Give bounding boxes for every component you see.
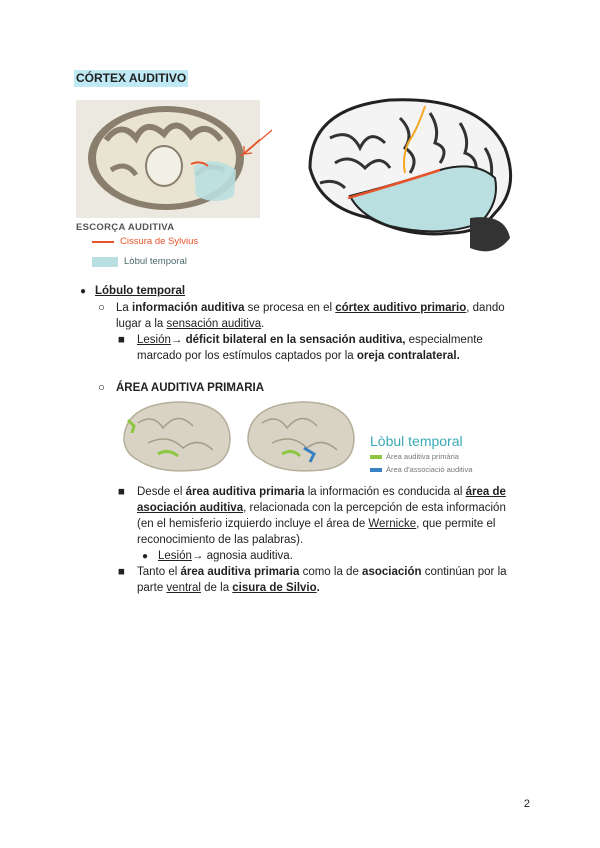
sub-heading: ÁREA AUDITIVA PRIMARIA (116, 382, 265, 394)
bullet-disc: ● (80, 286, 87, 297)
bullet-circle: ○ (98, 382, 105, 394)
legend-label: Lòbul temporal (124, 256, 187, 267)
paragraph-lesion-deficit: Lesión→ déficit bilateral en la sensación auditiva, especialmente marcado por los estímulos captados por la oreja contralateral. (137, 334, 483, 362)
coronal-brain-image (76, 100, 260, 218)
legend-swatch (370, 468, 382, 472)
paragraph-auditory-info: La información auditiva se procesa en el córtex auditivo primario, dando lugar a la sensación auditiva. (116, 302, 505, 330)
legend-label: Cissura de Sylvius (120, 236, 199, 247)
bullet-disc: ● (142, 551, 149, 562)
page-number: 2 (523, 798, 530, 810)
legend-label: Àrea auditiva primària (386, 452, 459, 461)
pointer-arrow-icon (240, 128, 276, 160)
legend-association (370, 465, 472, 474)
paragraph-ventral: Tanto el área auditiva primaria como la de asociación continúan por la parte ventral de la cisura de Silvio. (137, 566, 507, 594)
bullet-square: ■ (118, 566, 125, 578)
legend-sylvius (92, 236, 198, 247)
page-title: CÓRTEX AUDITIVO (76, 71, 187, 85)
section-heading: Lóbulo temporal (95, 285, 186, 297)
figure2-title: Lòbul temporal (370, 433, 463, 449)
lateral-brain-image (290, 88, 530, 268)
legend-primary (370, 452, 459, 461)
legend-temporal (92, 256, 187, 267)
legend-swatch (370, 455, 382, 459)
paragraph-primary-area: Desde el área auditiva primaria la información es conducida al área de asociación auditiva, relacionada con la percepción de esta información (en el hemisferio izquierdo incluye el área de Wernicke, que permite el reconocimiento de las palabras). (137, 486, 506, 546)
legend-label: Àrea d'associació auditiva (386, 465, 473, 474)
bullet-square: ■ (118, 334, 125, 346)
legend-line-swatch (92, 241, 114, 243)
paragraph-lesion-agnosia: Lesión→ agnosia auditiva. (158, 550, 293, 562)
bullet-square: ■ (118, 486, 125, 498)
bullet-circle: ○ (98, 302, 105, 314)
legend-fill-swatch (92, 257, 118, 267)
figure-caption: ESCORÇA AUDITIVA (76, 222, 175, 233)
